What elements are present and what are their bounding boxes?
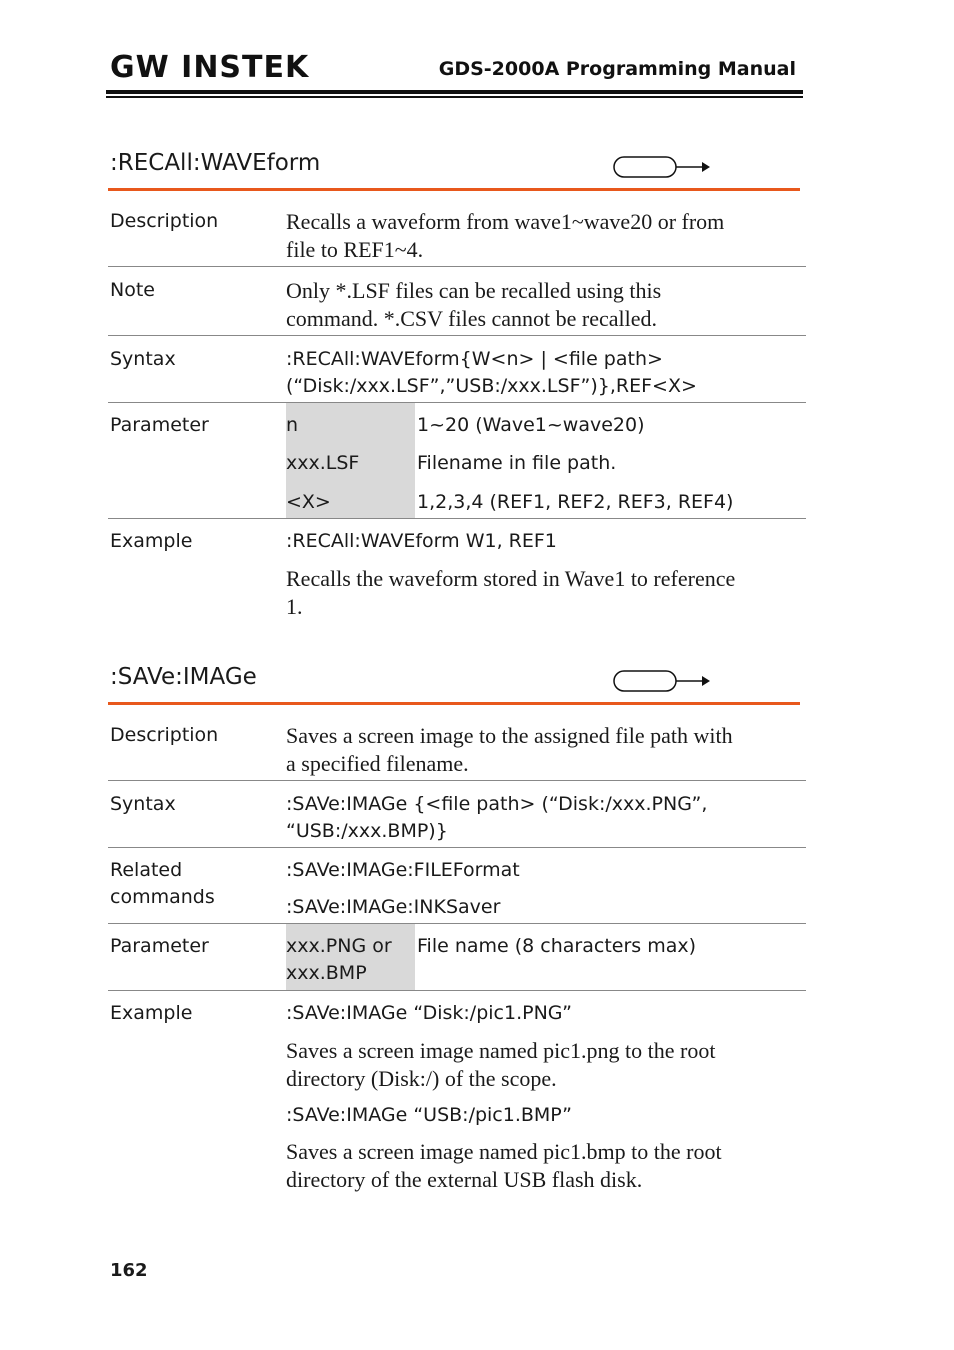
row-divider <box>108 266 806 267</box>
syntax-label: Syntax <box>110 793 176 815</box>
gw-instek-logo: GW INSTEK <box>110 50 310 85</box>
example-text: Recalls the waveform stored in Wave1 to reference 1. <box>286 566 736 619</box>
row-divider <box>108 335 806 336</box>
row-divider <box>108 990 806 991</box>
row-divider <box>108 402 806 403</box>
description-text: Recalls a waveform from wave1~wave20 or from file to REF1~4. <box>286 209 725 262</box>
section-title-save-image: :SAVe:IMAGe <box>110 664 257 690</box>
section-rule <box>108 702 800 705</box>
section-rule <box>108 188 800 191</box>
row-divider <box>108 923 806 924</box>
example-command: :SAVe:IMAGe “Disk:/pic1.PNG” <box>286 1002 572 1024</box>
parameter-desc: 1,2,3,4 (REF1, REF2, REF3, REF4) <box>417 491 734 513</box>
parameter-label: Parameter <box>110 414 209 436</box>
description-label: Description <box>110 724 219 746</box>
description-label: Description <box>110 210 219 232</box>
example-text: Saves a screen image named pic1.bmp to the root directory of the external USB flash disk. <box>286 1139 722 1192</box>
parameter-desc: File name (8 characters max) <box>417 935 697 957</box>
parameter-desc: Filename in file path. <box>417 452 617 474</box>
related-command-link[interactable]: :SAVe:IMAGe:FILEFormat <box>286 859 520 881</box>
note-text: Only *.LSF files can be recalled using this command. *.CSV files cannot be recalled. <box>286 278 662 331</box>
row-divider <box>108 780 806 781</box>
syntax-label: Syntax <box>110 348 176 370</box>
header-rule-thin <box>106 96 803 98</box>
row-divider <box>108 847 806 848</box>
row-divider <box>108 518 806 519</box>
parameter-name: xxx.LSF <box>286 452 360 474</box>
parameter-label: Parameter <box>110 935 209 957</box>
parameter-name: xxx.PNG or xxx.BMP <box>286 935 392 984</box>
set-command-icon <box>612 155 712 179</box>
parameter-name: n <box>286 414 299 436</box>
example-label: Example <box>110 1002 193 1024</box>
note-label: Note <box>110 279 155 301</box>
example-command: :SAVe:IMAGe “USB:/pic1.BMP” <box>286 1104 572 1126</box>
section-title-recall-waveform: :RECAll:WAVEform <box>110 150 321 176</box>
example-label: Example <box>110 530 193 552</box>
syntax-text: :RECAll:WAVEform{W<n> | <file path> (“Disk:/xxx.LSF”,”USB:/xxx.LSF”)},REF<X> <box>286 348 697 397</box>
example-command: :RECAll:WAVEform W1, REF1 <box>286 530 557 552</box>
page-number: 162 <box>110 1260 148 1281</box>
manual-title: GDS-2000A Programming Manual <box>438 58 796 80</box>
set-command-icon <box>612 669 712 693</box>
parameter-desc: 1~20 (Wave1~wave20) <box>417 414 645 436</box>
header-rule <box>106 90 803 94</box>
related-commands-label: Related commands <box>110 859 215 908</box>
example-text: Saves a screen image named pic1.png to the root directory (Disk:/) of the scope. <box>286 1038 716 1091</box>
description-text: Saves a screen image to the assigned file path with a specified filename. <box>286 723 733 776</box>
parameter-name: <X> <box>286 491 331 513</box>
related-command-link[interactable]: :SAVe:IMAGe:INKSaver <box>286 896 501 918</box>
syntax-text: :SAVe:IMAGe {<file path> (“Disk:/xxx.PNG”, “USB:/xxx.BMP)} <box>286 793 708 842</box>
